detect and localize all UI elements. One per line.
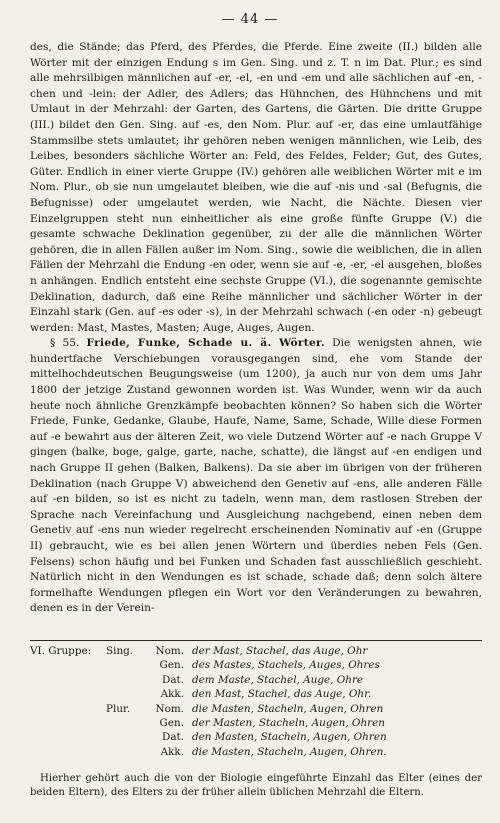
page-number: — 44 —	[221, 12, 279, 27]
table-row	[30, 673, 482, 687]
table-row	[30, 644, 482, 658]
row-number: Plur.	[106, 702, 131, 715]
row-forms: den Mast, Stachel, das Auge, Ohr.	[192, 688, 372, 701]
table-label: VI. Gruppe:	[30, 645, 92, 657]
declension-table	[30, 644, 482, 759]
row-forms: der Mast, Stachel, das Auge, Ohr	[192, 645, 368, 657]
section-text: Die wenigsten ahnen, wie hundertfache Verschiebungen vorausgegangen sind, ehe vom Stande der mittelhochdeutschen Beugungsweise (um 1200), ja auch nur von dem ums Jahr 1800 der jetzige Zustand gewonnen worden ist. Was Wunder, wenn wir da auch heute noch ähnliche Grenzkämpfe beobachten können? So haben sich die Wörter Friede, Funke, Gedanke, Glaube, Haufe, Name, Same, Schade, Wille diese Formen auf -e bewahrt aus der älteren Zeit, wo viele Dutzend Wörter auf -e nach Gruppe V gingen (balke, boge, galge, garte, nache, schatte), die längst auf -en endigen und nach Gruppe II gehen (Balken, Balkens). Da sie aber im übrigen von der früheren Deklination (nach Gruppe V) abweichend den Genetiv auf -ens, alle anderen Fälle auf -en bilden, so ist es nicht zu tadeln, wenn man, dem rastlosen Streben der Sprache nach Vereinfachung und Ausgleichung nachgebend, einen neben dem Genetiv auf -ens nun wieder regelrecht erscheinenden Nominativ auf -en (Gruppe II) gebraucht, wie es bei allen jenen Wörtern und überdies neben Fels (Gen. Felsens) schon häufig und bei Funken und Schaden fast ausschließlich geschieht. Natürlich nicht in den Wendungen es ist schade, schade daß; denn solch ältere formelhafte Wendungen pflegen ein Wort vor den Veränderungen zu bewahren, denen es in der Verein-	[30, 337, 483, 615]
row-case: Gen.	[159, 659, 184, 672]
row-number	[106, 673, 144, 687]
row-forms: die Masten, Stacheln, Augen, Ohren.	[192, 745, 387, 758]
table-row	[30, 730, 482, 744]
separator-rule	[30, 640, 482, 641]
footnote: Hierher gehört auch die von der Biologie eingeführte Einzahl das Elter (eines der beiden Eltern), des Elters zu der früher allein üblichen Mehrzahl die Eltern.	[30, 773, 482, 798]
section-number: § 55.	[50, 337, 80, 350]
row-number	[106, 716, 144, 730]
row-number: Sing.	[106, 645, 134, 657]
row-forms: der Masten, Stacheln, Augen, Ohren	[192, 716, 385, 729]
row-case: Dat.	[161, 673, 184, 686]
row-forms: den Masten, Stacheln, Augen, Ohren	[192, 731, 387, 744]
section-55	[30, 336, 482, 617]
row-case: Dat.	[161, 731, 184, 744]
row-case: Nom.	[155, 702, 184, 715]
table-row	[30, 658, 482, 672]
table-row	[30, 745, 482, 759]
paragraph-declension-groups: des, die Stände; das Pferd, des Pferdes, die Pferde. Eine zweite (II.) bilden alle Wörter mit der einzigen Endung s im Gen. Sing. und z. T. n im Dat. Plur.; es sind alle mehrsilbigen männlichen auf -er, -el, -en und -em und alle sächlichen auf -en, -chen und -lein: der Adler, des Adlers; das Hühnchen, des Hühnchens und mit Umlaut in der Mehrzahl: der Garten, des Gartens, die Gärten. Die dritte Gruppe (III.) bildet den Gen. Sing. auf -es, den Nom. Plur. auf -er, das eine umlautfähige Stammsilbe stets umlautet; ihr gehören neben wenigen männlichen, wie Leib, des Leibes, besonders sächliche Wörter an: Feld, des Feldes, Felder; Gut, des Gutes, Güter. Endlich in einer vierte Gruppe (IV.) gehören alle weiblichen Wörter mit e im Nom. Plur., ob sie nun umgelautet bleiben, wie die auf -nis und -sal (Befugnis, die Befugnisse) oder umgelautet werden, wie Nacht, die Nächte. Diesen vier Einzelgruppen steht nun einheitlicher als eine große fünfte Gruppe (V.) die gesamte schwache Deklination gegenüber, zu der alle die männlichen Wörter gehören, die in allen Fällen außer im Nom. Sing., sowie die weiblichen, die in allen Fällen der Mehrzahl die Endung -en oder, wenn sie auf -e, -er, -el ausgehen, bloßes n anhängen. Endlich entsteht eine sechste Gruppe (VI.), die sogenannte gemischte Deklination, dadurch, daß eine Reihe männlicher und sächlicher Wörter in der Einzahl stark (Gen. auf -es oder -s), in der Mehrzahl schwach (-en oder -n) gebeugt werden: Mast, Mastes, Masten; Auge, Auges, Augen.	[30, 41, 482, 334]
row-number	[106, 687, 144, 701]
row-case: Gen.	[159, 716, 184, 729]
row-case: Nom.	[155, 645, 184, 657]
row-forms: die Masten, Stacheln, Augen, Ohren	[192, 702, 384, 715]
row-case: Akk.	[160, 688, 184, 701]
section-heading: Friede, Funke, Schade u. ä. Wörter.	[86, 337, 325, 350]
row-number	[106, 730, 144, 744]
table-row	[30, 702, 482, 716]
table-row	[30, 687, 482, 701]
row-number	[106, 745, 144, 759]
row-case: Akk.	[160, 745, 184, 758]
row-forms: des Mastes, Stachels, Auges, Ohres	[192, 659, 380, 672]
row-number	[106, 658, 144, 672]
table-row	[30, 716, 482, 730]
row-forms: dem Maste, Stachel, Auge, Ohre	[192, 673, 364, 686]
page-body	[30, 40, 482, 617]
